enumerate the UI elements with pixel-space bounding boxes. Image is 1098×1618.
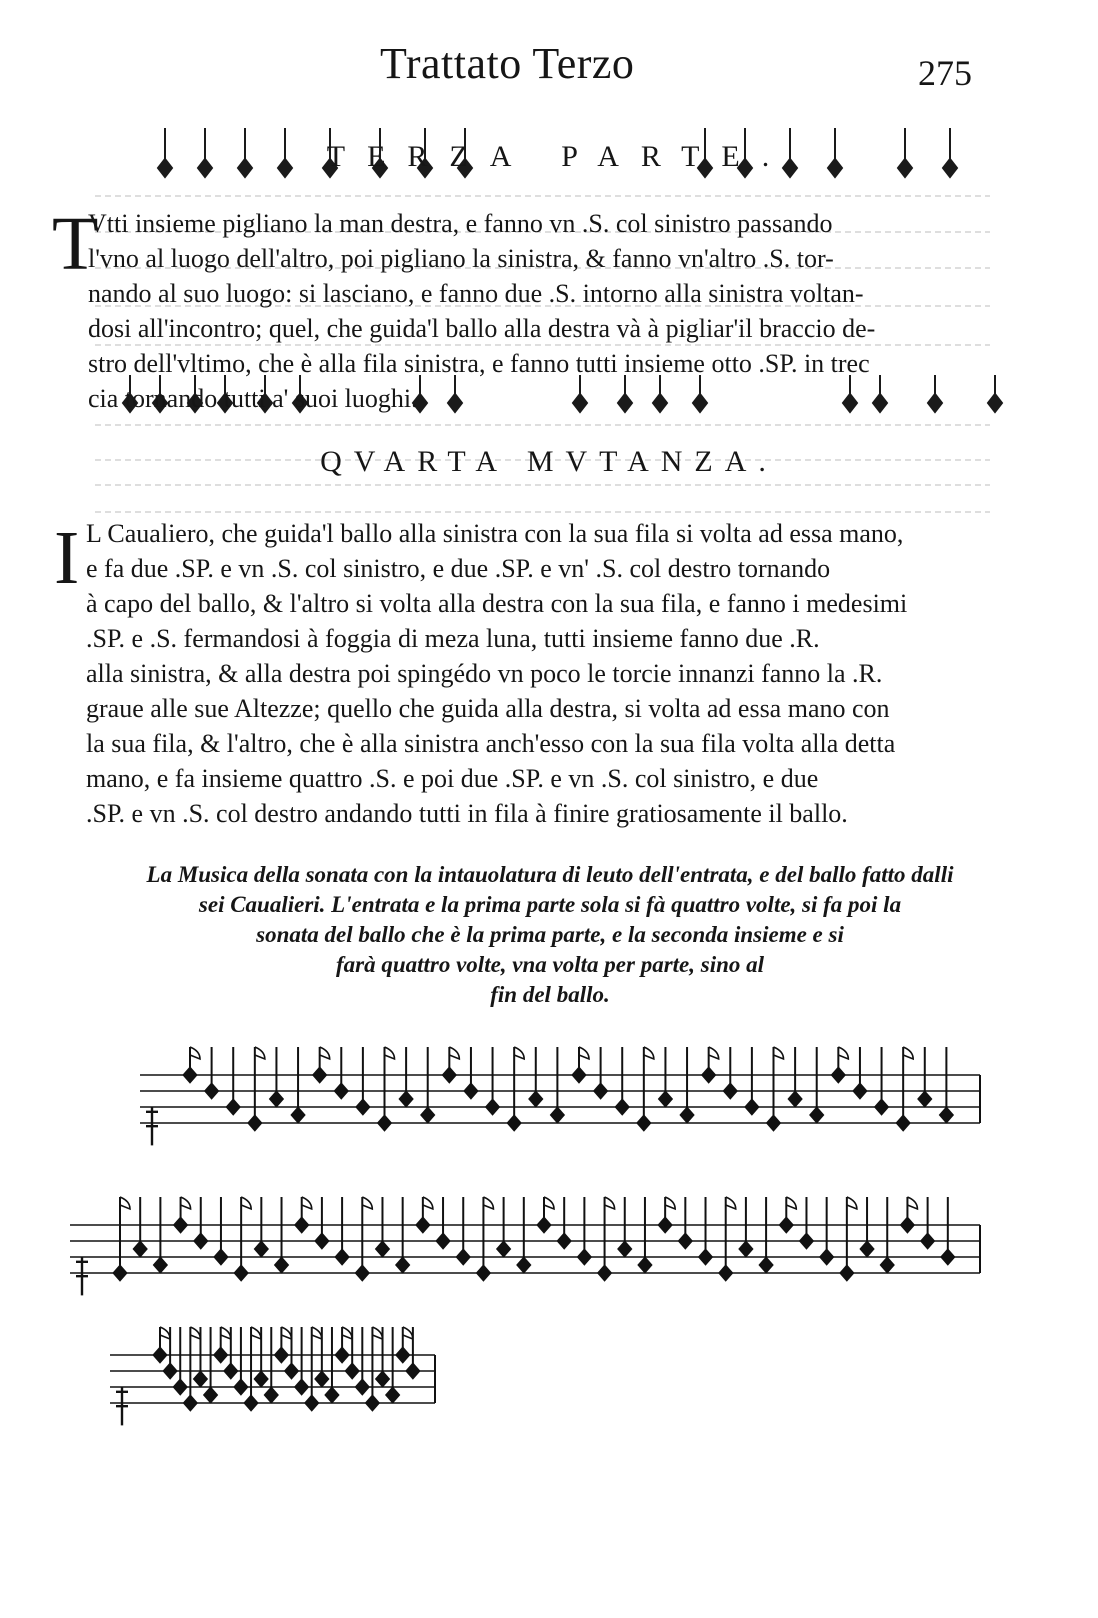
text-line: graue alle sue Altezze; quello che guida alla destra, si volta ad essa mano con [86,694,890,723]
tablature-note [375,1197,389,1257]
tablature-note [900,1197,917,1233]
tablature-note [767,1047,784,1131]
tablature-note [325,1327,339,1403]
tablature-note [174,1197,191,1233]
running-head: Trattato Terzo [380,39,635,88]
text-line: cia tornando tutti a' suoi luoghi. [88,384,418,413]
tablature-note [517,1197,531,1273]
tablature-note [295,1197,312,1233]
caption-line: sonata del ballo che è la prima parte, e la seconda insieme e si [256,922,844,947]
tablature-note [779,1197,796,1233]
text-line: mano, e fa insieme quattro .S. e poi due .SP. e vn .S. col sinistro, e due [86,764,819,793]
tablature-note [918,1047,932,1107]
paragraph-quarta-mutanza [86,516,907,831]
tablature-note [658,1047,672,1107]
tablature-note [456,1197,470,1265]
tablature-note [723,1047,737,1099]
tablature-note [759,1197,773,1273]
pendant-ornament [988,375,1002,412]
paragraph-terza-parte [88,206,875,416]
tablature-note [421,1047,435,1123]
tablature-note [680,1047,694,1123]
tablature-note [193,1327,207,1387]
tablature-note [880,1197,894,1273]
tablature-note [638,1197,652,1273]
tablature-note [269,1047,283,1107]
tablature-note [464,1047,478,1099]
tablature-note [315,1327,329,1387]
tablature-note [205,1047,219,1099]
tablature-note [356,1047,370,1115]
text-line: Vtti insieme pigliano la man destra, e fanno vn .S. col sinistro passando [88,209,833,238]
tablature-note [529,1047,543,1107]
text-line: à capo del ballo, & l'altro si volta alla destra con la sua fila, e fanno i medesimi [86,589,908,618]
tablature-staff [110,1327,435,1425]
tablature-note [745,1047,759,1115]
section-title-quarta-mutanza: QVARTA MVTANZA. [320,445,778,478]
tablature-note [173,1327,187,1395]
tablature-note [550,1047,564,1123]
tablature-note [436,1197,450,1249]
text-line: .SP. e .S. fermandosi à foggia di meza luna, tutti insieme fanno due .R. [86,624,820,653]
tablature-note [275,1197,289,1273]
drop-cap-i: I [54,516,80,600]
music-caption [60,860,1040,1010]
tablature-note [497,1197,511,1257]
tablature-note [274,1327,291,1363]
tablature-note [355,1327,369,1395]
tablature-note [507,1047,524,1131]
tablature-note [860,1197,874,1257]
caption-line: La Musica della sonata con la intauolatura di leuto dell'entrata, e del ballo fatto dalli [146,862,954,887]
tablature-note [194,1197,208,1249]
tablature-note [378,1047,395,1131]
tablature-note [486,1047,500,1115]
tablature-note [291,1047,305,1123]
tablature-note [577,1197,591,1265]
caption-line: sei Caualieri. L'entrata e la prima parte sola si fà quattro volte, si fa poi la [198,892,902,917]
tablature-note [719,1197,736,1281]
tablature-note [386,1327,400,1403]
tablature-note [335,1327,352,1363]
page-number: 275 [918,53,972,93]
tablature-note [234,1327,248,1395]
tablature-note [853,1047,867,1099]
tablature-note [305,1327,322,1411]
tablature-note [678,1197,692,1249]
tablature-note [921,1197,935,1249]
tablature-note [295,1327,309,1395]
tablature-note [598,1197,615,1281]
text-line: e fa due .SP. e vn .S. col sinistro, e due .SP. e vn' .S. col destro tornando [86,554,831,583]
clef-mark [116,1387,128,1425]
tablature-note [702,1047,719,1083]
tablature-note [153,1327,170,1363]
tablature-note [183,1327,200,1411]
tablature-note [248,1047,265,1131]
text-line: la sua fila, & l'altro, che è alla sinistra anch'esso con la sua fila volta alla detta [86,729,896,758]
tablature-note [399,1047,413,1107]
tablature-note [618,1197,632,1257]
text-line: dosi all'incontro; quel, che guida'l ballo alla destra và à pigliar'il braccio de- [88,314,876,343]
tablature-note [896,1047,913,1131]
tablature-note [133,1197,147,1257]
tablature-note [658,1197,675,1233]
tablature-note [365,1327,382,1411]
tablature-note [204,1327,218,1403]
tablature-note [557,1197,571,1249]
tablature-note [594,1047,608,1099]
tablature-note [476,1197,493,1281]
tablature-note [254,1197,268,1257]
tablature-note [941,1197,955,1265]
tablature-staff [140,1047,980,1145]
tablature-note [615,1047,629,1115]
clef-mark [146,1107,158,1145]
drop-cap-t: T [52,202,99,286]
tablature-note [416,1197,433,1233]
pendant-ornament [928,375,942,412]
tablature-note [875,1047,889,1115]
tablature-note [355,1197,372,1281]
text-line: alla sinistra, & alla destra poi spingédo vn poco le torcie innanzi fanno la .R. [86,659,883,688]
tablature-note [442,1047,459,1083]
caption-line: farà quattro volte, vna volta per parte, sino al [335,952,765,977]
lute-tablature-score [0,1020,1098,1520]
tablature-note [831,1047,848,1083]
text-line: nando al suo luogo: si lasciano, e fanno due .S. intorno alla sinistra voltan- [88,279,864,308]
section-title-terza-parte: TERZA PARTE. [326,140,792,173]
tablature-note [153,1197,167,1273]
caption-line: fin del ballo. [490,982,610,1007]
tablature-note [315,1197,329,1249]
tablature-note [335,1197,349,1265]
tablature-note [226,1047,240,1115]
tablature-note [254,1327,268,1387]
tablature-note [840,1197,857,1281]
tablature-note [264,1327,278,1403]
tablature-note [183,1047,200,1083]
tablature-note [788,1047,802,1107]
tablature-staff [70,1197,980,1295]
tablature-note [214,1327,231,1363]
tablature-note [113,1197,130,1281]
text-line: stro dell'vltimo, che è alla fila sinistra, e fanno tutti insieme otto .SP. in trec [88,349,870,378]
tablature-note [799,1197,813,1249]
tablature-note [313,1047,330,1083]
tablature-note [810,1047,824,1123]
tablature-note [537,1197,554,1233]
tablature-note [572,1047,589,1083]
tablature-note [396,1197,410,1273]
tablature-note [334,1047,348,1099]
text-line: L Caualiero, che guida'l ballo alla sinistra con la sua fila si volta ad essa mano, [86,519,904,548]
tablature-note [637,1047,654,1131]
tablature-note [820,1197,834,1265]
tablature-note [234,1197,251,1281]
text-line: l'vno al luogo dell'altro, poi pigliano la sinistra, & fanno vn'altro .S. tor- [88,244,834,273]
tablature-note [396,1327,413,1363]
tablature-note [244,1327,261,1411]
text-line: .SP. e vn .S. col destro andando tutti in fila à finire gratiosamente il ballo. [86,799,848,828]
tablature-note [699,1197,713,1265]
tablature-note [214,1197,228,1265]
tablature-note [939,1047,953,1123]
tablature-note [739,1197,753,1257]
tablature-note [376,1327,390,1387]
clef-mark [76,1257,88,1295]
